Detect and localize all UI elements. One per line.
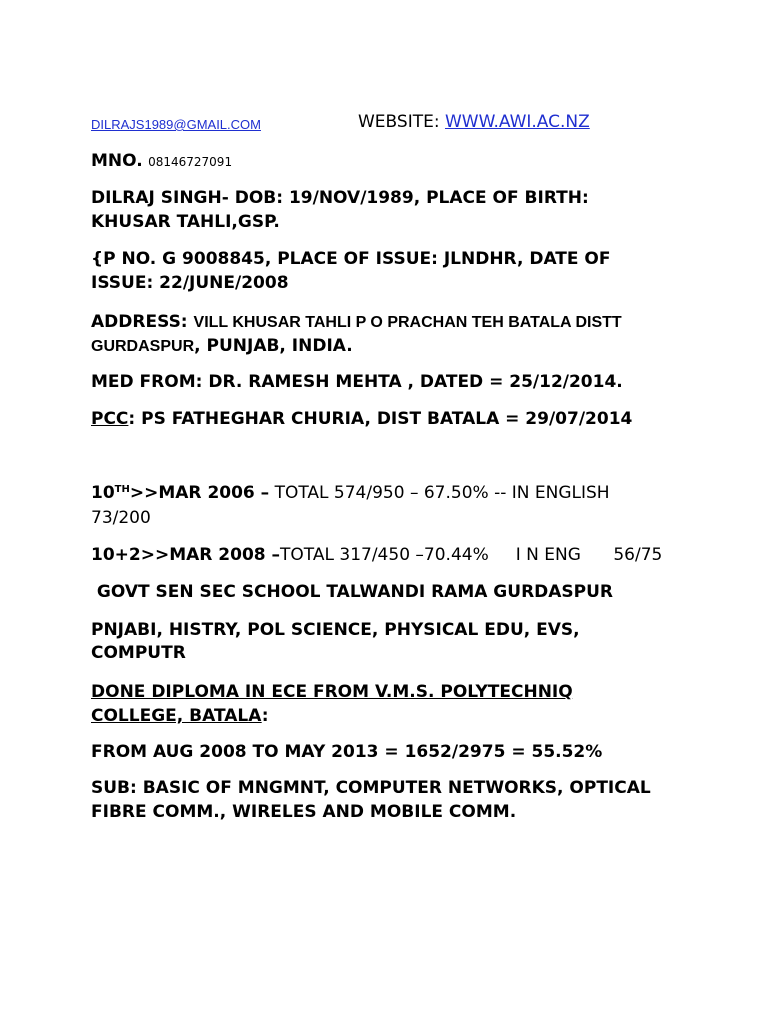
diploma-college: COLLEGE, BATALA — [91, 706, 262, 726]
website-link[interactable]: WWW.AWI.AC.NZ — [444, 112, 590, 132]
tenth-prefix: 10 — [91, 483, 115, 503]
mobile-label: MNO. — [91, 151, 143, 171]
pcc-label: PCC — [91, 409, 129, 429]
diploma-line-1: DONE DIPLOMA IN ECE FROM V.M.S. POLYTECHNIQ — [91, 682, 573, 702]
twelfth-score: TOTAL 317/450 –70.44% I N ENG 56/75 — [280, 545, 663, 565]
twelfth-line — [91, 543, 662, 567]
subjects-line-1: PNJABI, HISTRY, POL SCIENCE, PHYSICAL EDU, EVS, — [91, 620, 580, 640]
diploma-period-line: FROM AUG 2008 TO MAY 2013 = 1652/2975 = 55.52% — [91, 742, 603, 762]
identity-line-2: KHUSAR TAHLI,GSP. — [91, 212, 280, 232]
tenth-line-1 — [91, 481, 610, 505]
address-label: ADDRESS: — [91, 312, 194, 332]
diploma-colon: : — [261, 706, 269, 726]
tenth-score: TOTAL 574/950 – 67.50% -- IN ENGLISH — [269, 483, 610, 503]
website-label: WEBSITE: — [358, 112, 445, 132]
identity-line-1: DILRAJ SINGH- DOB: 19/NOV/1989, PLACE OF BIRTH: — [91, 188, 589, 208]
address-district: GURDASPUR — [91, 338, 195, 355]
passport-line-2: ISSUE: 22/JUNE/2008 — [91, 273, 289, 293]
mobile-number: 08146727091 — [148, 155, 233, 169]
medical-line: MED FROM: DR. RAMESH MEHTA , DATED = 25/12/2014. — [91, 372, 623, 392]
tenth-sup: TH — [114, 484, 130, 495]
diploma-line-2 — [91, 704, 269, 728]
diploma-subjects-line-2: FIBRE COMM., WIRELES AND MOBILE COMM. — [91, 802, 517, 822]
school-line: GOVT SEN SEC SCHOOL TALWANDI RAMA GURDASPUR — [91, 582, 614, 602]
address-value: VILL KHUSAR TAHLI P O PRACHAN TEH BATALA DISTT — [193, 314, 622, 331]
mobile-line — [91, 149, 232, 174]
pcc-text: : PS FATHEGHAR CHURIA, DIST BATALA = 29/07/2014 — [128, 409, 633, 429]
email-link[interactable]: DILRAJS1989@GMAIL.COM — [91, 117, 261, 132]
contact-line — [91, 112, 261, 137]
subjects-line-2: COMPUTR — [91, 643, 186, 663]
pcc-line — [91, 407, 632, 431]
tenth-line-2: 73/200 — [91, 508, 151, 528]
diploma-subjects-line-1: SUB: BASIC OF MNGMNT, COMPUTER NETWORKS, OPTICAL — [91, 778, 651, 798]
twelfth-date: 10+2>>MAR 2008 – — [91, 545, 281, 565]
address-line-2 — [91, 334, 353, 359]
passport-line-1: {P NO. G 9008845, PLACE OF ISSUE: JLNDHR, DATE OF — [91, 249, 611, 269]
website-line — [358, 110, 590, 134]
address-line-1 — [91, 310, 622, 335]
tenth-date: >>MAR 2006 – — [129, 483, 270, 503]
address-state: , PUNJAB, INDIA. — [194, 336, 353, 356]
